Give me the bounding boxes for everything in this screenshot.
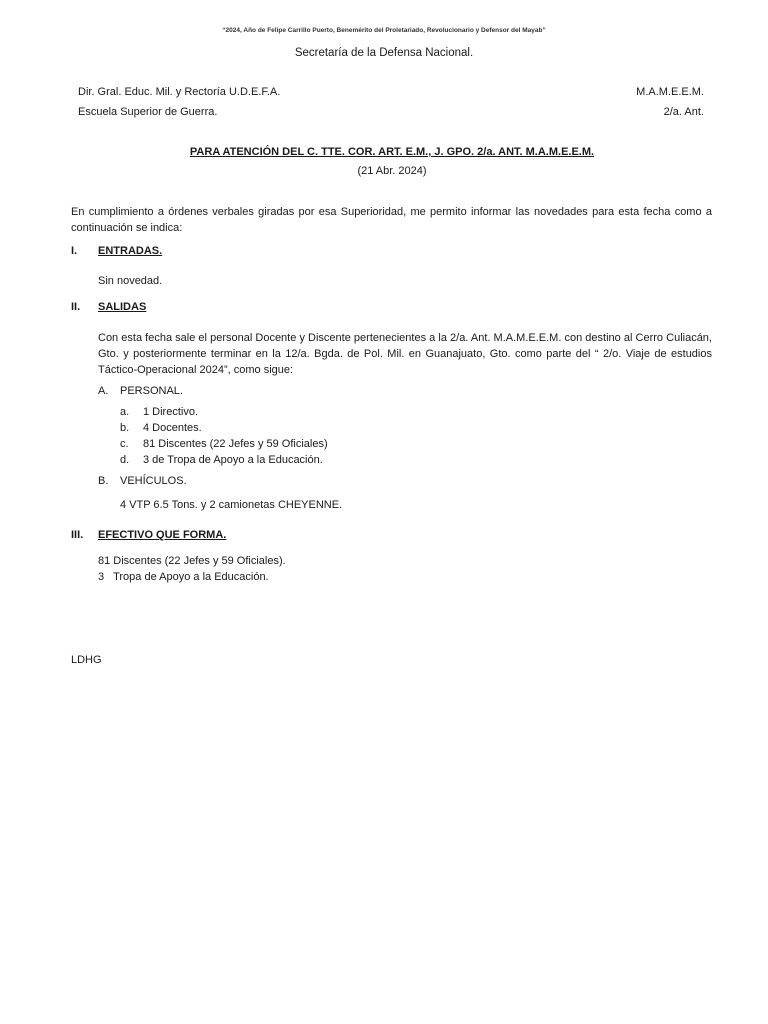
section-title-efectivo: EFECTIVO QUE FORMA. bbox=[98, 529, 227, 541]
efectivo-line: 81 Discentes (22 Jefes y 59 Oficiales). bbox=[98, 555, 286, 567]
vehicles-text: 4 VTP 6.5 Tons. y 2 camionetas CHEYENNE. bbox=[120, 499, 343, 511]
section-numeral: II. bbox=[71, 301, 81, 313]
section-title-salidas: SALIDAS bbox=[98, 301, 147, 313]
document-motto: “2024, Año de Felipe Carrillo Puerto, Benemérito del Proletariado, Revolucionario y Defensor del Mayab” bbox=[222, 27, 546, 34]
list-item-letter: c. bbox=[120, 438, 129, 450]
section-numeral: III. bbox=[71, 529, 84, 541]
header-right-line2: 2/a. Ant. bbox=[663, 106, 704, 118]
subsection-letter: A. bbox=[98, 385, 109, 397]
ministry-name: Secretaría de la Defensa Nacional. bbox=[294, 47, 474, 59]
section-body-entradas: Sin novedad. bbox=[98, 275, 163, 287]
list-item: 4 Docentes. bbox=[143, 422, 202, 434]
subject-line: PARA ATENCIÓN DEL C. TTE. COR. ART. E.M., J. GPO. 2/a. ANT. M.A.M.E.E.M. bbox=[189, 146, 595, 158]
list-item-letter: d. bbox=[120, 454, 130, 466]
list-item: 1 Directivo. bbox=[143, 406, 199, 418]
document-date: (21 Abr. 2024) bbox=[357, 165, 427, 177]
section-title-entradas: ENTRADAS. bbox=[98, 245, 163, 257]
subsection-label-personal: PERSONAL. bbox=[120, 385, 183, 397]
efectivo-line: 3 Tropa de Apoyo a la Educación. bbox=[98, 571, 269, 583]
subsection-letter: B. bbox=[98, 475, 109, 487]
subsection-label-vehiculos: VEHÍCULOS. bbox=[120, 475, 187, 487]
header-right-line1: M.A.M.E.E.M. bbox=[636, 86, 704, 98]
section-numeral: I. bbox=[71, 245, 78, 257]
list-item: 81 Discentes (22 Jefes y 59 Oficiales) bbox=[143, 438, 328, 450]
section-body-salidas: Con esta fecha sale el personal Docente y Discente pertenecientes a la 2/a. Ant. M.A.M.E.E.M. con destino al Cerro Culiacán, Gto. y posteriormente terminar en la 12/a. Bgda. de Pol. Mil. en Guanajuato, Gto. como parte del “ 2/o. Viaje de estudios Táctico-Operacional 2024”, como sigue: bbox=[98, 332, 712, 376]
signature-initials: LDHG bbox=[71, 654, 102, 666]
intro-paragraph: En cumplimiento a órdenes verbales giradas por esa Superioridad, me permito informar las novedades para esta fecha como a continuación se indica: bbox=[71, 206, 712, 234]
header-left-line1: Dir. Gral. Educ. Mil. y Rectoría U.D.E.F.A. bbox=[78, 86, 281, 98]
list-item: 3 de Tropa de Apoyo a la Educación. bbox=[143, 454, 323, 466]
header-left-line2: Escuela Superior de Guerra. bbox=[78, 106, 218, 118]
list-item-letter: a. bbox=[120, 406, 130, 418]
list-item-letter: b. bbox=[120, 422, 130, 434]
